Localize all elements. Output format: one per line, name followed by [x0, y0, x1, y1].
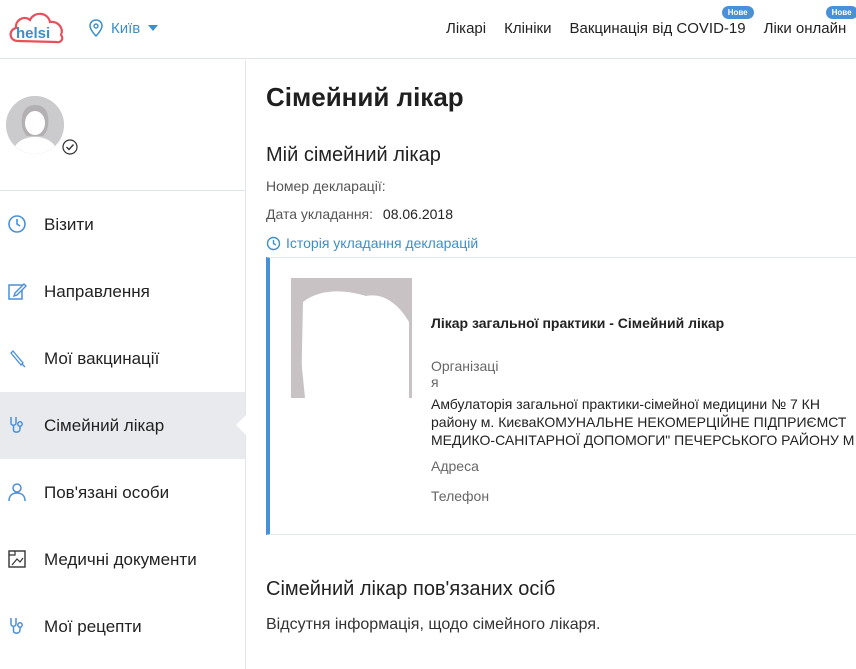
syringe-icon	[7, 348, 27, 368]
organization-name: Амбулаторія загальної практики-сімейної медицини № 7 КН району м. КиєваКОМУНАЛЬНЕ НЕКОМЕРЦІЙНЕ ПІДПРИЄМСТ МЕДИКО-САНІТАРНОЇ ДОПОМОГИ" ПЕЧЕРСЬКОГО РАЙОНУ М	[431, 396, 855, 448]
doctor-photo	[291, 278, 412, 398]
sidebar-item-vaccinations[interactable]	[0, 325, 245, 392]
sidebar	[0, 60, 246, 669]
sidebar-item-label: Медичні документи	[44, 549, 197, 569]
nav-medicines-online[interactable]: Ліки онлайн Нове	[764, 20, 847, 37]
address-label: Адреса	[431, 458, 479, 474]
clock-icon	[266, 236, 281, 251]
sidebar-item-label: Пов'язані особи	[44, 482, 170, 502]
new-badge: Нове	[826, 6, 856, 19]
document-icon	[7, 549, 27, 569]
sidebar-item-visits[interactable]	[0, 191, 245, 258]
sidebar-item-family-doctor[interactable]	[0, 392, 245, 459]
new-badge: Нове	[722, 6, 754, 19]
sidebar-item-label: Візити	[44, 214, 94, 234]
location-pin-icon	[89, 19, 103, 37]
cloud-logo-icon	[6, 8, 68, 48]
organization-label: Організаці я	[431, 358, 499, 390]
my-doctor-title: Мій сімейний лікар	[266, 144, 441, 166]
top-nav	[446, 8, 856, 37]
declaration-date	[266, 206, 453, 222]
nav-doctors[interactable]: Лікарі	[446, 20, 487, 37]
edit-document-icon	[7, 281, 27, 301]
sidebar-item-label: Сімейний лікар	[44, 415, 165, 435]
logo-text: helsi	[16, 25, 51, 42]
helsi-logo[interactable]	[6, 8, 68, 48]
avatar[interactable]	[6, 96, 64, 154]
sidebar-item-label: Мої вакцинації	[44, 348, 160, 368]
doctor-card	[266, 257, 856, 535]
sidebar-item-medical-documents[interactable]	[0, 526, 245, 593]
stethoscope-icon	[7, 415, 27, 435]
city-selector[interactable]	[89, 19, 158, 37]
photo-redacted-icon	[291, 278, 412, 398]
related-empty-message: Відсутня інформація, щодо сімейного лікаря.	[266, 616, 601, 633]
stethoscope-icon	[7, 616, 27, 636]
declaration-number	[266, 178, 386, 194]
declaration-number-label: Номер декларації:	[266, 178, 386, 194]
doctor-specialty: Лікар загальної практики - Сімейний лікар	[431, 315, 725, 331]
person-icon	[7, 482, 27, 502]
sidebar-item-related-persons[interactable]	[0, 459, 245, 526]
check-circle-icon	[62, 139, 78, 155]
sidebar-item-label: Направлення	[44, 281, 150, 301]
page-title: Сімейний лікар	[266, 82, 464, 112]
declaration-date-label: Дата укладання:	[266, 206, 374, 222]
sidebar-item-prescriptions[interactable]	[0, 593, 245, 660]
related-doctor-title: Сімейний лікар пов'язаних осіб	[266, 578, 556, 600]
phone-label: Телефон	[431, 488, 490, 504]
declaration-history-link[interactable]	[266, 235, 478, 251]
city-label: Київ	[111, 19, 141, 37]
top-header	[0, 0, 856, 59]
profile-block	[0, 60, 245, 191]
history-link-label: Історія укладання декларацій	[286, 235, 479, 251]
sidebar-item-label: Мої рецепти	[44, 616, 142, 636]
user-silhouette-icon	[6, 96, 64, 154]
sidebar-item-referrals[interactable]	[0, 258, 245, 325]
nav-covid-vaccination[interactable]: Вакцинація від COVID-19 Нове	[569, 20, 745, 37]
nav-clinics[interactable]: Клініки	[504, 20, 552, 37]
declaration-date-value: 08.06.2018	[382, 206, 453, 222]
main-content	[247, 60, 856, 669]
clock-icon	[7, 214, 27, 234]
chevron-down-icon	[148, 25, 158, 31]
